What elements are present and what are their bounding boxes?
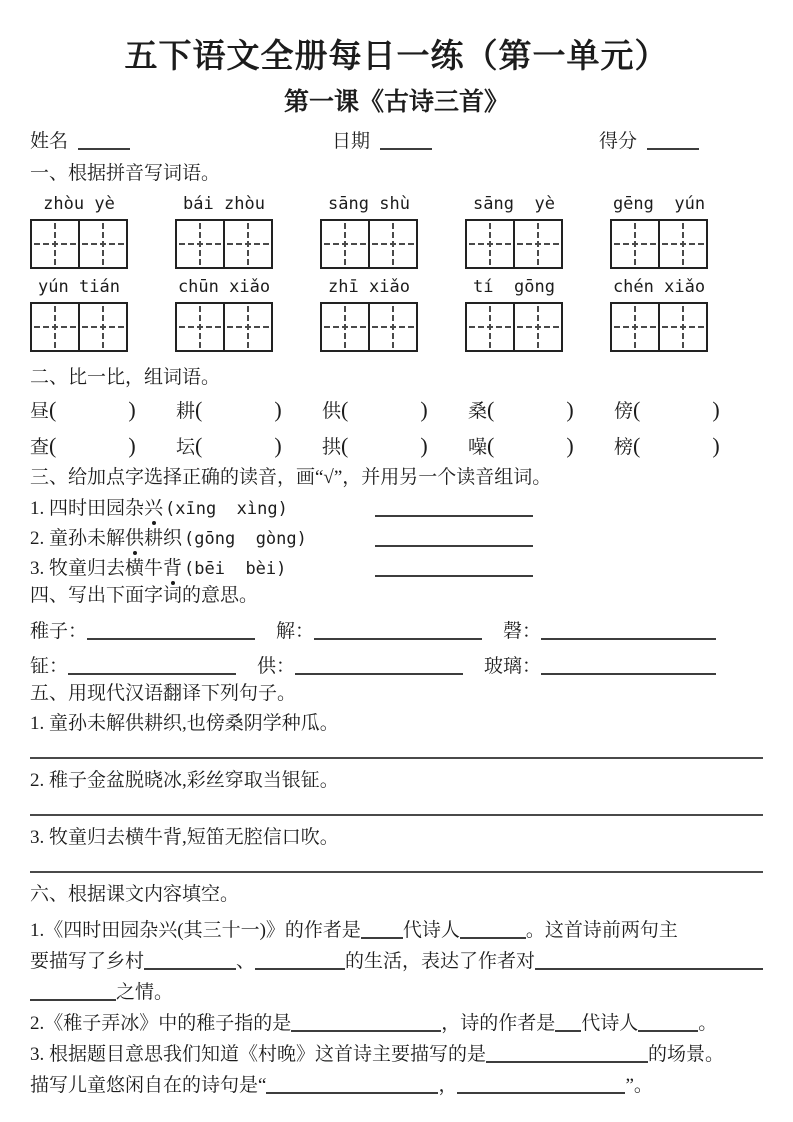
fill-text: 代诗人 <box>402 920 460 941</box>
date-label: 日期 <box>332 131 371 152</box>
paren-close: ) <box>712 433 720 458</box>
compare-char: 噪 <box>468 437 488 458</box>
score-blank[interactable] <box>647 147 699 150</box>
sentence-text: 2. 稚子金盆脱晓冰,彩丝穿取当银钲。 <box>30 770 339 791</box>
fill-line <box>30 911 763 942</box>
compare-char: 供 <box>322 401 342 422</box>
fill-text: 要描写了乡村 <box>30 951 145 972</box>
paren-close: ) <box>420 433 428 458</box>
answer-space[interactable] <box>494 452 566 453</box>
paren-close: ) <box>128 397 136 422</box>
fill-text: 、 <box>236 951 256 972</box>
paren-close: ) <box>274 397 282 422</box>
paren-open: ( <box>195 433 203 458</box>
paren-close: ) <box>566 433 574 458</box>
fill-blank[interactable] <box>638 1029 698 1032</box>
answer-blank[interactable] <box>375 574 533 577</box>
section-6-heading: 六、根据课文内容填空。 <box>30 884 240 905</box>
writing-grid[interactable] <box>175 302 273 352</box>
question-text: 2. 童孙未解供耕织 (gōng gòng) <box>30 523 375 550</box>
section-1-heading: 一、根据拼音写词语。 <box>30 163 221 184</box>
fill-text: ，诗的作者是 <box>441 1013 556 1034</box>
compare-char: 坛 <box>176 437 196 458</box>
writing-cell[interactable] <box>467 304 513 350</box>
writing-cell[interactable] <box>78 304 126 350</box>
pinyin-options[interactable]: (gōng gòng) <box>184 529 307 549</box>
fill-text: ， <box>438 1075 458 1096</box>
fill-text: 1.《四时田园杂兴(其三十一)》的作者是 <box>30 920 361 941</box>
pinyin-row-1 <box>30 193 763 269</box>
writing-cell[interactable] <box>32 221 78 267</box>
writing-cell[interactable] <box>223 221 271 267</box>
answer-line[interactable] <box>30 871 763 873</box>
pronunciation-item <box>30 526 763 550</box>
compare-char: 拱 <box>322 437 342 458</box>
answer-blank[interactable] <box>375 544 533 547</box>
compare-char: 傍 <box>614 401 634 422</box>
pronunciation-item <box>30 496 763 520</box>
pinyin-options[interactable]: (bēi bèi) <box>184 559 287 579</box>
compare-char: 昼 <box>30 401 50 422</box>
paren-open: ( <box>487 433 495 458</box>
compare-char: 桑 <box>468 401 488 422</box>
page-subtitle: 第一课《古诗三首》 <box>283 89 509 116</box>
writing-grid[interactable] <box>610 219 708 269</box>
fill-blank[interactable] <box>291 1029 441 1032</box>
writing-cell[interactable] <box>612 304 658 350</box>
writing-grid[interactable] <box>320 302 418 352</box>
answer-space[interactable] <box>202 452 274 453</box>
compare-char: 查 <box>30 437 50 458</box>
writing-grid[interactable] <box>465 219 563 269</box>
name-label: 姓名 <box>30 131 69 152</box>
writing-cell[interactable] <box>78 221 126 267</box>
definition-blank[interactable] <box>541 637 716 640</box>
answer-space[interactable] <box>202 416 274 417</box>
fill-blank[interactable] <box>144 967 236 970</box>
writing-grid[interactable] <box>30 219 128 269</box>
term-label: 供： <box>257 656 296 677</box>
writing-cell[interactable] <box>368 304 416 350</box>
pinyin-label: chūn xiǎo <box>177 277 271 297</box>
paren-close: ) <box>566 397 574 422</box>
definition-row-1 <box>30 616 763 643</box>
pinyin-label: zhī xiǎo <box>328 277 410 297</box>
writing-cell[interactable] <box>223 304 271 350</box>
term-label: 玻璃： <box>484 656 542 677</box>
fill-text: 。这首诗前两句主 <box>525 920 678 941</box>
answer-line[interactable] <box>30 757 763 759</box>
definition-blank[interactable] <box>68 672 236 675</box>
paren-open: ( <box>49 433 57 458</box>
paren-open: ( <box>195 397 203 422</box>
writing-cell[interactable] <box>612 221 658 267</box>
answer-space[interactable] <box>56 452 128 453</box>
writing-cell[interactable] <box>658 304 706 350</box>
paren-open: ( <box>633 433 641 458</box>
writing-cell[interactable] <box>513 304 561 350</box>
answer-blank[interactable] <box>375 514 533 517</box>
answer-space[interactable] <box>640 452 712 453</box>
paren-close: ) <box>420 397 428 422</box>
sentence-text: 3. 牧童归去横牛背,短笛无腔信口吹。 <box>30 827 339 848</box>
fill-text: 的生活，表达了作者对 <box>345 951 536 972</box>
fill-text: 之情。 <box>116 982 174 1003</box>
pinyin-label: chén xiǎo <box>612 277 706 297</box>
fill-text: 描写儿童悠闲自在的诗句是“ <box>30 1075 267 1096</box>
answer-space[interactable] <box>640 416 712 417</box>
writing-cell[interactable] <box>513 221 561 267</box>
compare-char: 榜 <box>614 437 634 458</box>
paren-close: ) <box>274 433 282 458</box>
pronunciation-item <box>30 556 763 580</box>
answer-line[interactable] <box>30 814 763 816</box>
emphasis-char: 兴 <box>144 493 163 520</box>
writing-grid[interactable] <box>610 302 708 352</box>
fill-line <box>30 1035 763 1066</box>
fill-blank[interactable] <box>555 1029 581 1032</box>
pinyin-row-2 <box>30 276 763 352</box>
pinyin-label: gēng yún <box>612 194 706 214</box>
term-label: 磬： <box>503 621 542 642</box>
writing-cell[interactable] <box>467 221 513 267</box>
pinyin-label: sāng yè <box>473 194 555 214</box>
pinyin-label: bái zhòu <box>183 194 265 214</box>
pinyin-label: yún tián <box>38 277 120 297</box>
writing-grid[interactable] <box>320 219 418 269</box>
writing-cell[interactable] <box>322 304 368 350</box>
question-text: 3. 牧童归去横牛背 (bēi bèi) <box>30 553 375 580</box>
compare-row-2 <box>30 432 763 462</box>
paren-close: ) <box>128 433 136 458</box>
definition-row-2 <box>30 651 763 678</box>
fill-blank[interactable] <box>535 967 763 970</box>
fill-text: 3. 根据题目意思我们知道《村晚》这首诗主要描写的是 <box>30 1044 487 1065</box>
definition-blank[interactable] <box>87 637 255 640</box>
writing-cell[interactable] <box>322 221 368 267</box>
emphasis-char: 供 <box>125 523 144 550</box>
paren-open: ( <box>633 397 641 422</box>
score-label: 得分 <box>599 131 638 152</box>
section-4-heading: 四、写出下面字词的意思。 <box>30 585 259 606</box>
fill-blank[interactable] <box>255 967 345 970</box>
writing-grid[interactable] <box>465 302 563 352</box>
paren-open: ( <box>341 433 349 458</box>
sentence-text: 1. 童孙未解供耕织,也傍桑阴学种瓜。 <box>30 713 339 734</box>
writing-cell[interactable] <box>177 221 223 267</box>
term-label: 解： <box>276 621 315 642</box>
writing-grid[interactable] <box>30 302 128 352</box>
name-blank[interactable] <box>78 147 130 150</box>
definition-blank[interactable] <box>314 637 482 640</box>
writing-cell[interactable] <box>32 304 78 350</box>
pinyin-label: tí gōng <box>473 277 555 297</box>
answer-space[interactable] <box>348 452 420 453</box>
fill-line <box>30 1004 763 1035</box>
question-text: 1. 四时田园杂兴 (xīng xìng) <box>30 493 375 520</box>
definition-blank[interactable] <box>295 672 463 675</box>
compare-char: 耕 <box>176 401 196 422</box>
fill-blank[interactable] <box>30 998 116 1001</box>
paren-open: ( <box>487 397 495 422</box>
fill-line <box>30 973 763 1004</box>
fill-text: 2.《稚子弄冰》中的稚子指的是 <box>30 1013 292 1034</box>
section-2-heading: 二、比一比，组词语。 <box>30 367 221 388</box>
writing-cell[interactable] <box>368 221 416 267</box>
fill-blank[interactable] <box>486 1060 648 1063</box>
answer-space[interactable] <box>348 416 420 417</box>
page-title: 五下语文全册每日一练（第一单元） <box>124 39 669 75</box>
date-blank[interactable] <box>380 147 432 150</box>
emphasis-char: 背 <box>163 553 182 580</box>
fill-blank[interactable] <box>457 1091 625 1094</box>
fill-blank[interactable] <box>361 936 403 939</box>
term-label: 稚子： <box>30 621 88 642</box>
fill-text: 代诗人 <box>581 1013 639 1034</box>
pinyin-label: sāng shù <box>328 194 410 214</box>
meta-row <box>30 129 763 153</box>
answer-space[interactable] <box>56 416 128 417</box>
section-3-heading: 三、给加点字选择正确的读音，画“√”，并用另一个读音组词。 <box>30 467 552 488</box>
writing-grid[interactable] <box>175 219 273 269</box>
fill-blank[interactable] <box>266 1091 438 1094</box>
fill-blank[interactable] <box>460 936 526 939</box>
paren-open: ( <box>49 397 57 422</box>
compare-row-1 <box>30 396 763 426</box>
fill-line <box>30 942 763 973</box>
fill-text: 。 <box>698 1013 718 1034</box>
pinyin-label: zhòu yè <box>43 194 115 214</box>
answer-space[interactable] <box>494 416 566 417</box>
definition-blank[interactable] <box>541 672 716 675</box>
fill-text: ”。 <box>625 1075 653 1096</box>
section-5-heading: 五、用现代汉语翻译下列句子。 <box>30 683 297 704</box>
fill-text: 的场景。 <box>648 1044 725 1065</box>
paren-close: ) <box>712 397 720 422</box>
paren-open: ( <box>341 397 349 422</box>
pinyin-options[interactable]: (xīng xìng) <box>165 499 288 519</box>
term-label: 钲： <box>30 656 69 677</box>
fill-line <box>30 1066 763 1097</box>
writing-cell[interactable] <box>177 304 223 350</box>
writing-cell[interactable] <box>658 221 706 267</box>
